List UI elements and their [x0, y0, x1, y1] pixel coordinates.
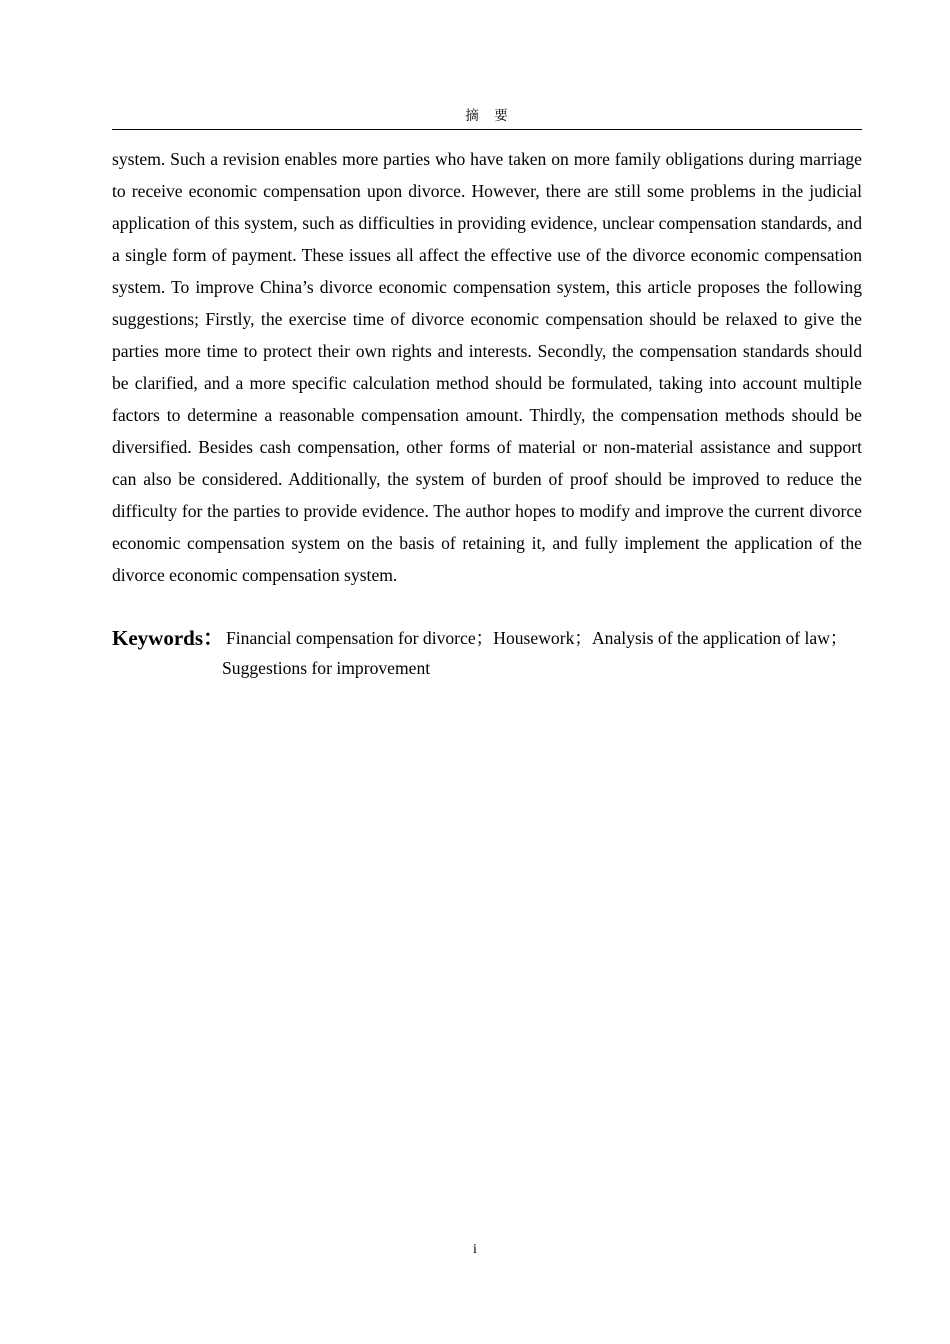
page-number: i	[473, 1242, 477, 1257]
page-header-title: 摘 要	[465, 108, 509, 124]
abstract-paragraph: system. Such a revision enables more parties who have taken on more family obligations during marriage to receive economic compensation upon divorce. However, there are still some problems in the judicial application of this system, such as difficulties in providing evidence, unclear compensation standards, and a single form of payment. These issues all affect the effective use of the divorce economic compensation system. To improve China’s divorce economic compensation system, this article proposes the following suggestions; Firstly, the exercise time of divorce economic compensation should be relaxed to give the parties more time to protect their own rights and interests. Secondly, the compensation standards should be clarified, and a more specific calculation method should be formulated, taking into account multiple factors to determine a reasonable compensation amount. Thirdly, the compensation methods should be diversified. Besides cash compensation, other forms of material or non-material assistance and support can also be considered. Additionally, the system of burden of proof should be improved to reduce the difficulty for the parties to provide evidence. The author hopes to modify and improve the current divorce economic compensation system on the basis of retaining it, and fully implement the application of the divorce economic compensation system.	[112, 149, 862, 585]
page-content	[112, 143, 862, 683]
keywords-line-2: Suggestions for improvement	[222, 658, 431, 678]
keywords-label: Keywords：	[112, 626, 224, 650]
keywords-line-1: Financial compensation for divorce；Housework；Analysis of the application of law；	[226, 628, 848, 648]
header-divider	[112, 129, 862, 130]
keywords-section	[112, 623, 862, 653]
